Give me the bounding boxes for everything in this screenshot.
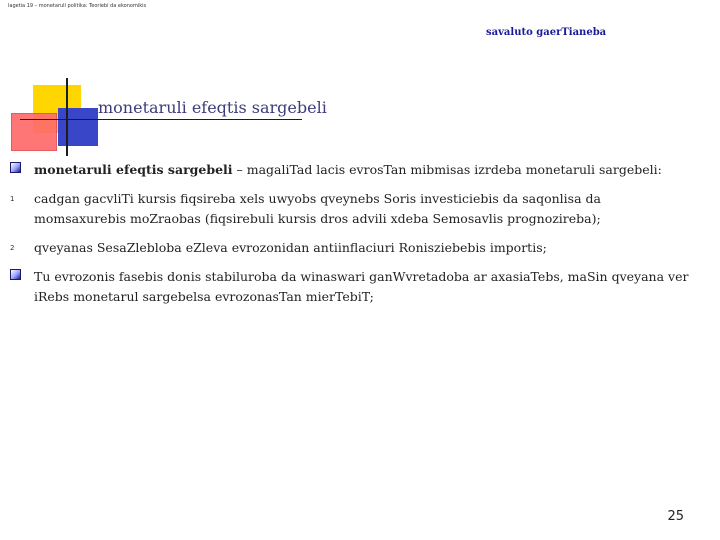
decor-horizontal-line [20,119,302,120]
page-number: 25 [667,509,684,524]
list-item-rest-text: – magaliTad lacis evrosTan mibmisas izrdeba monetaruli sargebeli: [232,162,662,177]
list-item-bold-text: monetaruli efeqtis sargebeli [34,162,233,177]
list-item [10,189,690,229]
list-item [10,160,690,180]
list-item [10,238,690,258]
slide-title: monetaruli efeqtis sargebeli [98,98,327,117]
decor-blue-square [58,108,98,146]
list-item-text [34,160,662,180]
list-item-text: cadgan gacvliTi kursis fiqsireba xels uwyobs qveynebs Soris investiciebis da saqonlisa da momsaxurebis moZraobas (fiqsirebuli kursis dros advili xdeba Semosavlis prognozireba); [34,191,601,226]
header-small-text: lagetia 19 – monetaruli politika: Teoriebi da ekonomikis [8,3,147,9]
list-item-number: 2 [10,244,15,252]
decor-vertical-line [66,78,68,156]
section-label: savaluto gaerTianeba [486,27,607,38]
square-bullet-icon [10,269,21,280]
bullet-list [10,160,690,316]
square-bullet-icon [10,162,21,173]
list-item-text: qveyanas SesaZlebloba eZleva evrozonidan antiinflaciuri Ronisziebebis importis; [34,240,547,255]
list-item-text: Tu evrozonis fasebis donis stabiluroba da winaswari ganWvretadoba ar axasiaTebs, maSin qveyana ver iRebs monetarul sargebelsa evrozonasTan mierTebiT; [34,269,689,304]
list-item-number: 1 [10,195,15,203]
list-item [10,267,690,307]
